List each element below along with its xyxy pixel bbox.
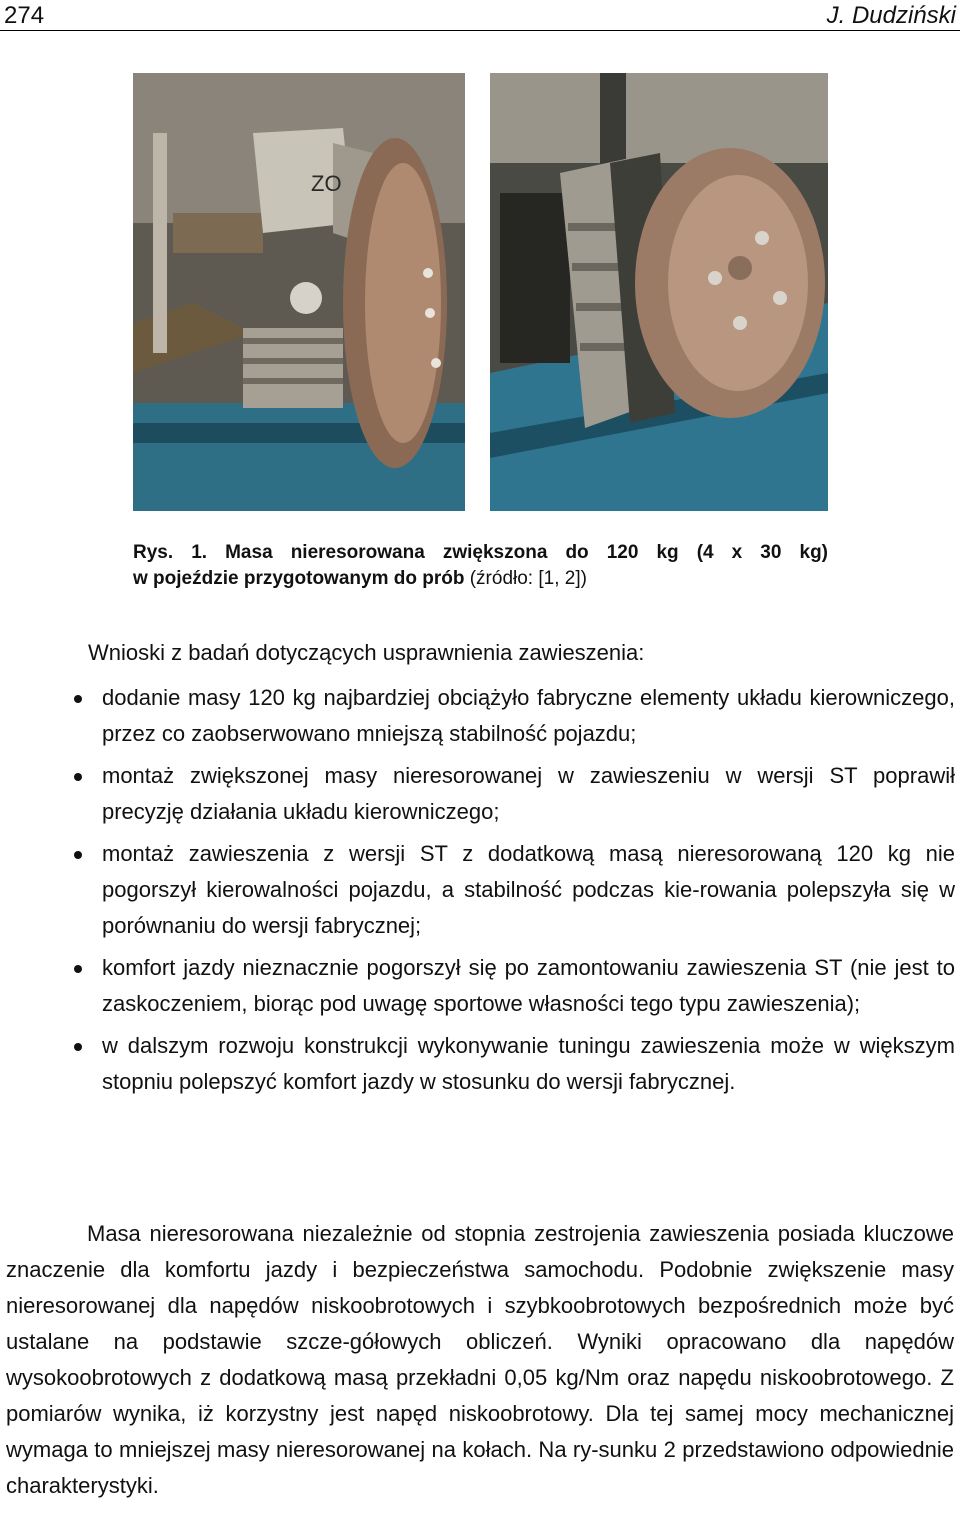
caption-title-part-1: Masa nieresorowana zwiększona do 120 kg (4 x 30 kg) xyxy=(207,542,828,563)
bullet-icon xyxy=(74,695,82,703)
list-item-text: w dalszym rozwoju konstrukcji wykonywanie tuningu zawieszenia może w większym stopniu polepszyć komfort jazdy w stosunku do wersji fabrycznej. xyxy=(102,1033,955,1094)
list-item xyxy=(60,836,955,944)
figure-caption xyxy=(133,540,828,592)
caption-line-2 xyxy=(133,566,828,592)
list-item-text: montaż zwiększonej masy nieresorowanej w zawieszeniu w wersji ST poprawił precyzję działania układu kierowniczego; xyxy=(102,763,955,824)
list-item xyxy=(60,1028,955,1100)
caption-label: Rys. 1. xyxy=(133,542,208,563)
photo-marking: ZO xyxy=(311,171,342,196)
list-item xyxy=(60,950,955,1022)
list-item-text: montaż zawieszenia z wersji ST z dodatkową masą nieresorowaną 120 kg nie pogorszył kierowalności pojazdu, a stabilność podczas kie-rowania polepszyła się w porównaniu do wersji fabrycznej; xyxy=(102,841,955,938)
caption-source: (źródło: [1, 2]) xyxy=(464,568,587,589)
caption-title-part-2: w pojeździe przygotowanym do prób xyxy=(133,568,465,589)
list-item-text: komfort jazdy nieznacznie pogorszył się po zamontowaniu zawieszenia ST (nie jest to zaskoczeniem, biorąc pod uwagę sportowe własności tego typu zawieszenia); xyxy=(102,955,955,1016)
conclusions-heading: Wnioski z badań dotyczących usprawnienia zawieszenia: xyxy=(88,640,645,665)
photo-rear-suspension xyxy=(490,73,828,511)
caption-line-1 xyxy=(133,540,828,566)
bullet-icon xyxy=(74,1043,82,1051)
list-item xyxy=(60,758,955,830)
list-item-text: dodanie masy 120 kg najbardziej obciążyło fabryczne elementy układu kierowniczego, przez co zaobserwowano mniejszą stabilność pojazdu; xyxy=(102,685,955,746)
bullet-icon xyxy=(74,965,82,973)
page-number: 274 xyxy=(4,2,45,29)
bullet-icon xyxy=(74,851,82,859)
header-rule xyxy=(0,30,960,31)
running-head-author: J. Dudziński xyxy=(826,2,956,29)
photo-front-suspension xyxy=(133,73,465,511)
page-header xyxy=(0,0,960,30)
bullet-icon xyxy=(74,773,82,781)
list-item xyxy=(60,680,955,752)
conclusions-list xyxy=(60,680,955,1106)
body-paragraph: Masa nieresorowana niezależnie od stopnia zestrojenia zawieszenia posiada kluczowe znaczenie dla komfortu jazdy i bezpieczeństwa samochodu. Podobnie zwiększenie masy nieresorowanej dla napędów niskoobrotowych i szybkoobrotowych bezpośrednich może być ustalane na podstawie szcze-gółowych obliczeń. Wyniki opracowano dla napędów wysokoobrotowych z dodatkową masą przekładni 0,05 kg/Nm oraz napędu niskoobrotowego. Z pomiarów wynika, iż korzystny jest napęd niskoobrotowy. Dla tej samej mocy mechanicznej wymaga to mniejszej masy nieresorowanej na kołach. Na ry-sunku 2 przedstawiono odpowiednie charakterystyki. xyxy=(6,1221,954,1498)
